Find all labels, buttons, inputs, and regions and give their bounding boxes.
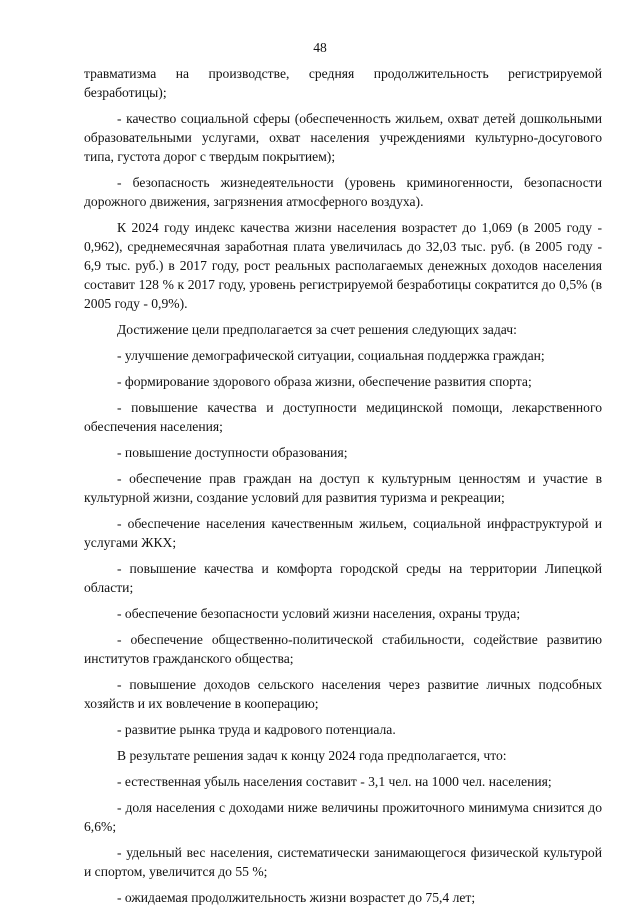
list-item: - повышение доступности образования; xyxy=(117,445,348,460)
list-item: - удельный вес населения, систематически занимающегося физической культурой и спортом, увеличится до 55 %; xyxy=(84,845,602,879)
list-item: - повышение качества и доступности медицинской помощи, лекарственного обеспечения населения; xyxy=(84,400,602,434)
list-item: - обеспечение безопасности условий жизни населения, охраны труда; xyxy=(117,606,521,621)
paragraph: К 2024 году индекс качества жизни населения возрастет до 1,069 (в 2005 году - 0,962), среднемесячная заработная плата увеличилась до 32,03 тыс. руб. (в 2005 году - 6,9 тыс. руб.) в 2017 году, рост реальных располагаемых денежных доходов населения составит 128 % к 2017 году, уровень регистрируемой безработицы сократится до 0,5% (в 2005 году - 0,9%). xyxy=(84,220,602,311)
paragraph: травматизма на производстве, средняя продолжительность регистрируемой безработицы); xyxy=(84,66,602,100)
list-item: - формирование здорового образа жизни, обеспечение развития спорта; xyxy=(117,374,532,389)
list-item: - естественная убыль населения составит - 3,1 чел. на 1000 чел. населения; xyxy=(117,774,552,789)
list-item: - обеспечение прав граждан на доступ к культурным ценностям и участие в культурной жизни, создание условий для развития туризма и рекреации; xyxy=(84,471,602,505)
list-item: - обеспечение населения качественным жильем, социальной инфраструктурой и услугами ЖКХ; xyxy=(84,516,602,550)
list-item: - развитие рынка труда и кадрового потенциала. xyxy=(117,722,396,737)
list-item: - повышение доходов сельского населения через развитие личных подсобных хозяйств и их вовлечение в кооперацию; xyxy=(84,677,602,711)
document-body xyxy=(84,64,602,914)
list-item: - повышение качества и комфорта городской среды на территории Липецкой области; xyxy=(84,561,602,595)
list-item: - ожидаемая продолжительность жизни возрастет до 75,4 лет; xyxy=(117,890,476,905)
paragraph: Достижение цели предполагается за счет решения следующих задач: xyxy=(117,322,517,337)
paragraph: - безопасность жизнедеятельности (уровень криминогенности, безопасности дорожного движения, загрязнения атмосферного воздуха). xyxy=(84,175,602,209)
paragraph: - качество социальной сферы (обеспеченность жильем, охват детей дошкольными образовательными услугами, охват населения учреждениями культурно-досугового типа, густота дорог с твердым покрытием); xyxy=(84,111,602,164)
list-item: - улучшение демографической ситуации, социальная поддержка граждан; xyxy=(117,348,545,363)
list-item: - доля населения с доходами ниже величины прожиточного минимума снизится до 6,6%; xyxy=(84,800,602,834)
page-number: 48 xyxy=(313,40,327,55)
list-item: - обеспечение общественно-политической стабильности, содействие развитию институтов гражданского общества; xyxy=(84,632,602,666)
paragraph: В результате решения задач к концу 2024 года предполагается, что: xyxy=(117,748,507,763)
